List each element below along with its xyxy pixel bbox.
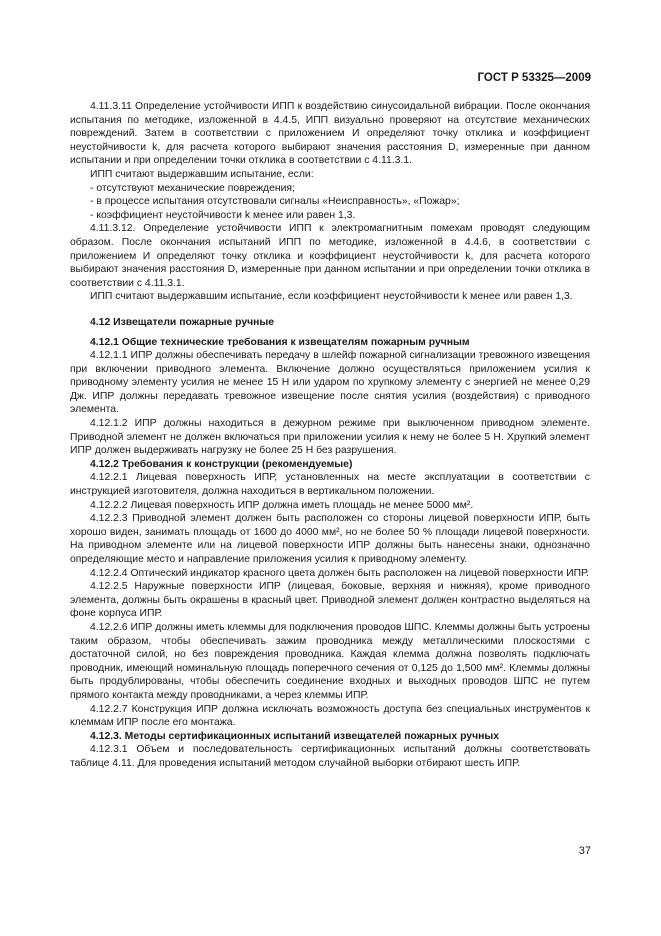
paragraph: 4.12.2 Требования к конструкции (рекомендуемые) (90, 458, 353, 470)
paragraph: 4.12 Извещатели пожарные ручные (90, 316, 275, 328)
paragraph: 4.12.2.2 Лицевая поверхность ИПР должна иметь площадь не менее 5000 мм². (90, 499, 474, 511)
paragraph: 4.12.3. Методы сертификационных испытаний извещателей пожарных ручных (90, 730, 500, 742)
paragraph: - отсутствуют механические повреждения; (90, 182, 295, 194)
paragraph: 4.11.3.11 Определение устойчивости ИПП к воздействию синусоидальной вибрации. После окончания испытания по методике, изложенной в 4.4.5, ИПП визуально проверяют на отсутствие механических повреждений. Затем в соответствии с приложением И определяют точку отклика и коэффициент неустойчивости k, для расчета которого выбирают значения расстояния D, измеренные при данном испытании и при определении точки отклика в соответствии с 4.11.3.1. (70, 101, 590, 167)
paragraph: 4.12.1.1 ИПР должны обеспечивать передачу в шлейф пожарной сигнализации тревожного извещения при включении приводного элемента. Включение должно осуществляться приложением усилия к приводному элементу усилия не менее 15 Н или ударом по хрупкому элементу с энергией не менее 0,29 Дж. ИПР должны передавать тревожное извещение после снятия усилия (воздействия) с приводного элемента. (70, 350, 590, 416)
paragraph: 4.12.3.1 Объем и последовательность сертификационных испытаний должны соответствовать таблице 4.11. Для проведения испытаний методом случайной выборки отбирают шесть ИПР. (70, 744, 590, 769)
paragraph: ИПП считают выдержавшим испытание, если коэффициент неустойчивости k менее или равен 1,3. (90, 291, 573, 303)
paragraph: 4.11.3.12. Определение устойчивости ИПП к электромагнитным помехам проводят следующим образом. После окончания испытаний ИПП по методике, изложенной в 4.4.6, в соответствии с приложением И определяют точку отклика и коэффициент неустойчивости k, для расчета которого выбирают значения расстояния D, измеренные при данном испытании и при определении точки отклика в соответствии с 4.11.3.1. (70, 223, 590, 289)
paragraph: 4.12.2.6 ИПР должны иметь клеммы для подключения проводов ШПС. Клеммы должны быть устроены таким образом, чтобы обеспечивать зажим проводника между металлическими плоскостями с достаточной силой, но без повреждения проводника. Каждая клемма должна позволять подключать проводник, имеющий номинальную площадь поперечного сечения от 0,125 до 1,500 мм². Клеммы должны быть продублированы, чтобы обеспечить соединение входных и выходных проводов ШПС не путем прямого контакта между проводниками, а через клеммы ИПР. (70, 621, 590, 701)
page-number: 37 (578, 845, 591, 857)
paragraph: ИПП считают выдержавшим испытание, если: (90, 168, 314, 180)
standard-header: ГОСТ Р 53325—2009 (477, 72, 591, 84)
body-text (70, 100, 590, 771)
paragraph: 4.12.2.3 Приводной элемент должен быть расположен со стороны лицевой поверхности ИПР, быть хорошо виден, занимать площадь от 1600 до 4000 мм², но не более 50 % площади лицевой поверхности. На приводном элементе или на лицевой поверхности ИПР должны быть нанесены знаки, однозначно определяющие место и направление приложения усилия к приводному элементу. (70, 513, 590, 565)
paragraph: 4.12.1 Общие технические требования к извещателям пожарным ручным (90, 336, 470, 348)
paragraph: 4.12.2.7 Конструкция ИПР должна исключать возможность доступа без специальных инструментов к клеммам ИПР после его монтажа. (70, 703, 590, 729)
paragraph: - в процессе испытания отсутствовали сигналы «Неисправность», «Пожар»; (90, 196, 460, 208)
paragraph: 4.12.2.1 Лицевая поверхность ИПР, установленных на месте эксплуатации в соответствии с инструкцией изготовителя, должна находиться в вертикальном положении. (70, 472, 590, 498)
paragraph: 4.12.2.5 Наружные поверхности ИПР (лицевая, боковые, верхняя и нижняя), кроме приводного элемента, должны быть окрашены в красный цвет. Приводной элемент должен контрастно выделяться на фоне корпуса ИПР. (70, 581, 590, 620)
paragraph: - коэффициент неустойчивости k менее или равен 1,3. (90, 209, 356, 221)
paragraph: 4.12.2.4 Оптический индикатор красного цвета должен быть расположен на лицевой поверхности ИПР. (90, 567, 589, 579)
paragraph: 4.12.1.2 ИПР должны находиться в дежурном режиме при выключенном приводном элементе. Приводной элемент не должен включаться при приложении усилия к нему не более 5 Н. Хрупкий элемент ИПР должен выдерживать нагрузку не более 25 Н без разрушения. (70, 418, 590, 457)
